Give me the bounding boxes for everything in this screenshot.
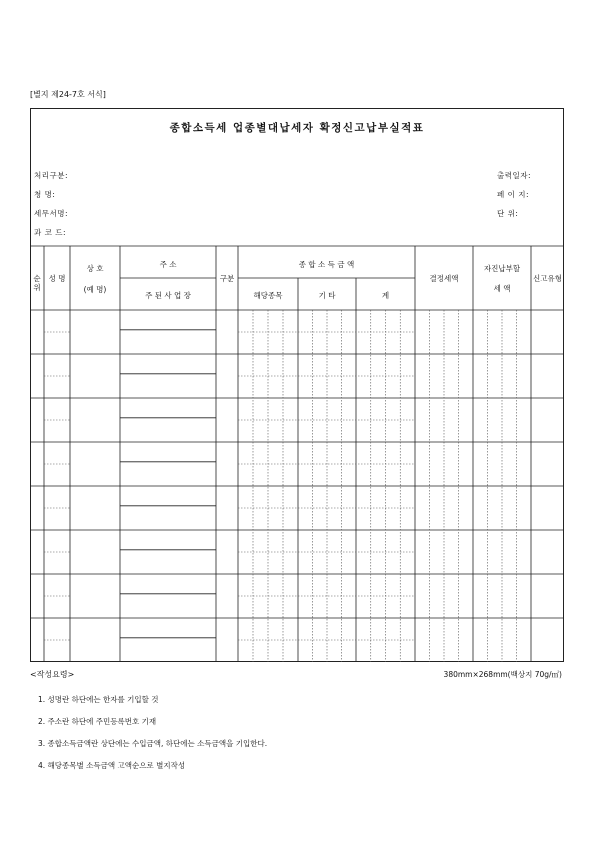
header-category: 구분 [219,274,235,283]
form-reference: [별지 제24-7호 서식] [30,90,106,99]
header-income-item: 해당종목 [253,291,283,300]
header-seq: 순위 [33,274,41,292]
meta-tax-office: 세무서명: [34,209,69,218]
form-title: 종합소득세 업종별대납세자 확정신고납부실적표 [169,122,425,134]
meta-office: 청 명: [34,190,56,199]
meta-print-date: 출력일자: [497,171,532,180]
header-income-other: 기 타 [318,291,336,300]
header-main-workplace: 주 된 사 업 장 [145,291,191,300]
header-self-paid-tax: 세 액 [493,284,511,293]
header-name: 성 명 [48,274,66,283]
meta-page: 페 이 지: [497,190,530,199]
header-total-income: 종 합 소 득 금 액 [298,260,355,269]
note-item: 2. 주소란 하단에 주민등록번호 기재 [38,717,157,726]
header-decided-tax: 결정세액 [429,274,459,283]
header-address: 주 소 [159,260,177,269]
note-item: 3. 종합소득금액란 상단에는 수입금액, 하단에는 소득금액을 기입한다. [38,739,268,748]
meta-unit: 단 위: [497,209,519,218]
header-report-type: 신고유형 [533,274,562,283]
note-item: 4. 해당종목별 소득금액 고액순으로 별지작성 [38,761,186,770]
note-item: 1. 성명란 하단에는 한자를 기입할 것 [38,695,159,704]
header-trade-name: 상 호 [86,264,104,273]
header-income-sum: 계 [381,291,390,300]
header-self-paid: 자진납부할 [483,264,521,273]
paper-size: 380mm×268mm(백상지 70g/㎡) [443,670,562,679]
header-alias: (예 명) [83,285,107,294]
notes-heading: <작성요령> [30,670,75,679]
meta-code: 과 코 드: [34,228,67,237]
meta-processing-type: 처리구분: [34,171,69,180]
